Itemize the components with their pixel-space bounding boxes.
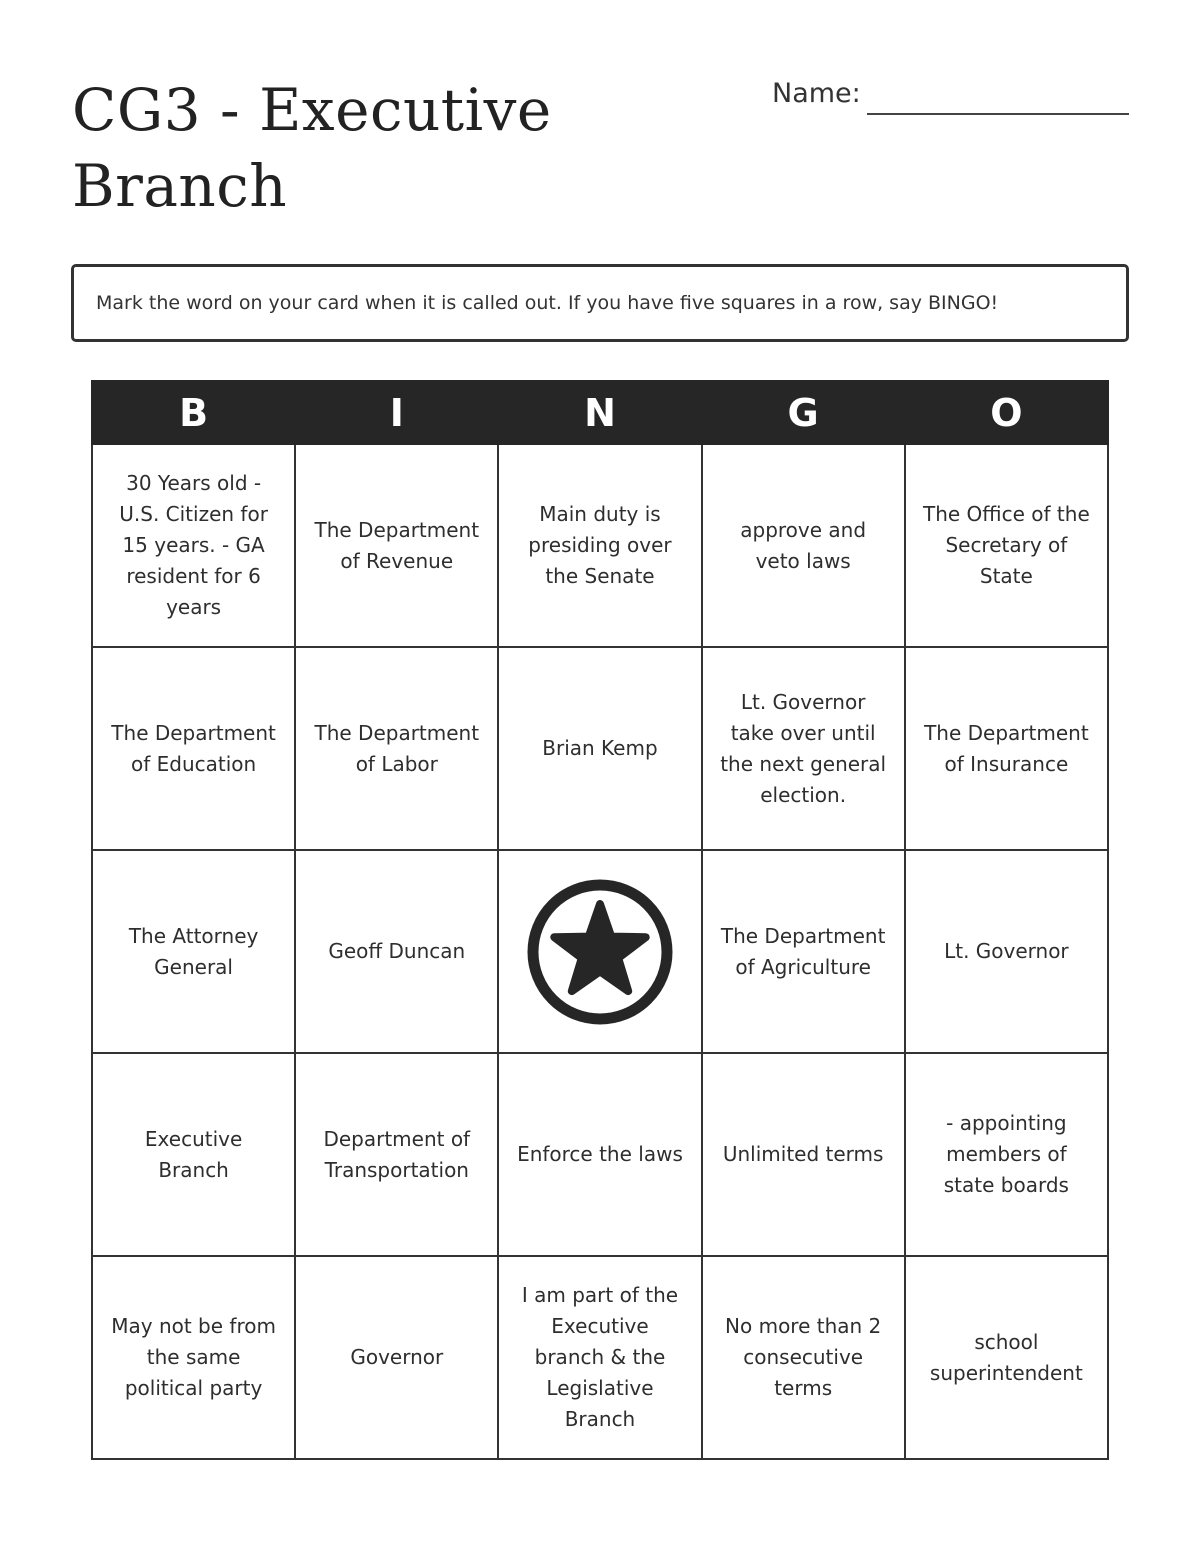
name-label: Name:: [772, 78, 861, 109]
bingo-square[interactable]: The Department of Education: [92, 647, 295, 850]
bingo-square[interactable]: approve and veto laws: [702, 444, 905, 647]
bingo-row: [92, 647, 1108, 850]
bingo-square[interactable]: Governor: [295, 1256, 498, 1459]
bingo-row: [92, 1256, 1108, 1459]
bingo-square[interactable]: The Department of Insurance: [905, 647, 1108, 850]
name-blank-line[interactable]: [867, 113, 1129, 115]
bingo-square[interactable]: No more than 2 consecutive terms: [702, 1256, 905, 1459]
star-in-circle-icon: [525, 877, 675, 1027]
bingo-row: [92, 1053, 1108, 1256]
bingo-square[interactable]: The Office of the Secretary of State: [905, 444, 1108, 647]
bingo-square[interactable]: The Department of Agriculture: [702, 850, 905, 1053]
instructions-text: Mark the word on your card when it is called out. If you have five squares in a row, say BINGO!: [96, 292, 999, 314]
column-header-g: G: [702, 381, 905, 444]
bingo-square[interactable]: Department of Transportation: [295, 1053, 498, 1256]
bingo-square[interactable]: Unlimited terms: [702, 1053, 905, 1256]
bingo-row: [92, 850, 1108, 1053]
instructions-box: [71, 264, 1129, 342]
bingo-square[interactable]: school superintendent: [905, 1256, 1108, 1459]
bingo-square[interactable]: Lt. Governor: [905, 850, 1108, 1053]
column-header-b: B: [92, 381, 295, 444]
bingo-square[interactable]: The Department of Revenue: [295, 444, 498, 647]
bingo-header-row: [92, 381, 1108, 444]
page-title: CG3 - Executive Branch: [72, 76, 552, 220]
bingo-square[interactable]: I am part of the Executive branch & the Legislative Branch: [498, 1256, 701, 1459]
bingo-square[interactable]: The Department of Labor: [295, 647, 498, 850]
bingo-square[interactable]: 30 Years old - U.S. Citizen for 15 years. - GA resident for 6 years: [92, 444, 295, 647]
column-header-n: N: [498, 381, 701, 444]
bingo-square[interactable]: - appointing members of state boards: [905, 1053, 1108, 1256]
bingo-square[interactable]: Lt. Governor take over until the next general election.: [702, 647, 905, 850]
bingo-square[interactable]: Main duty is presiding over the Senate: [498, 444, 701, 647]
column-header-i: I: [295, 381, 498, 444]
bingo-square[interactable]: Brian Kemp: [498, 647, 701, 850]
bingo-square[interactable]: Enforce the laws: [498, 1053, 701, 1256]
bingo-square[interactable]: Executive Branch: [92, 1053, 295, 1256]
bingo-square[interactable]: May not be from the same political party: [92, 1256, 295, 1459]
bingo-row: [92, 444, 1108, 647]
free-space[interactable]: [498, 850, 701, 1053]
bingo-card: [91, 380, 1109, 1460]
bingo-square[interactable]: Geoff Duncan: [295, 850, 498, 1053]
bingo-square[interactable]: The Attorney General: [92, 850, 295, 1053]
column-header-o: O: [905, 381, 1108, 444]
name-field[interactable]: [772, 76, 1130, 116]
